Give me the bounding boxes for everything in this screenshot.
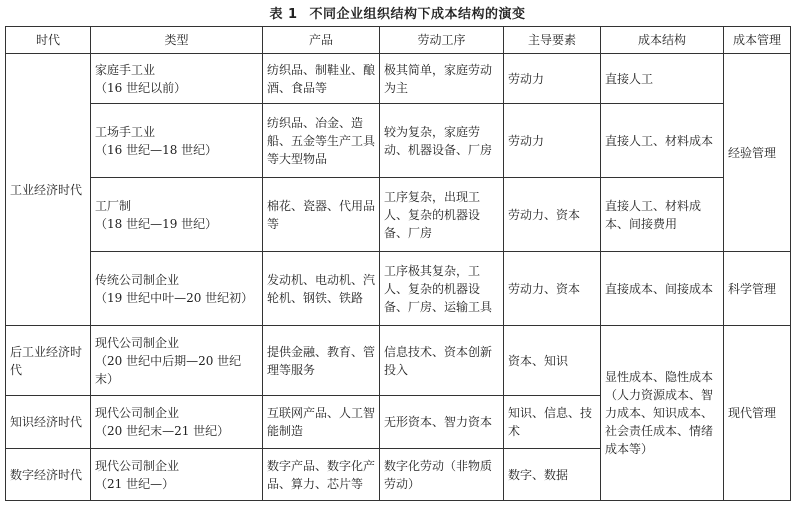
type-name: 现代公司制企业: [95, 406, 180, 420]
header-process: 劳动工序: [380, 27, 504, 54]
table-row: [6, 326, 791, 396]
process-cell: 数字化劳动（非物质劳动）: [380, 449, 504, 501]
process-cell: 工序极其复杂，工人、复杂的机器设备、厂房、运输工具: [380, 252, 504, 326]
cost-modern: 显性成本、隐性成本（人力资源成本、智力成本、知识成本、社会责任成本、情绪成本等）: [601, 326, 724, 501]
table-title: 不同企业组织结构下成本结构的演变: [309, 7, 526, 22]
type-name: 现代公司制企业: [95, 458, 180, 473]
cost-structure-table: [5, 26, 791, 501]
header-management: 成本管理: [724, 27, 791, 54]
factor-cell: 劳动力、资本: [504, 178, 601, 252]
type-period: （20 世纪末—21 世纪）: [95, 424, 230, 438]
header-era: 时代: [6, 27, 91, 54]
era-digital: 数字经济时代: [6, 449, 91, 501]
era-knowledge: 知识经济时代: [6, 396, 91, 449]
type-period: （19 世纪中叶—20 世纪初）: [95, 290, 254, 305]
type-name: 家庭手工业: [95, 62, 156, 77]
type-cell: [91, 326, 263, 396]
type-period: （21 世纪—）: [95, 476, 175, 491]
type-cell: [91, 252, 263, 326]
product-cell: 纺织品、冶金、造船、五金等生产工具等大型物品: [263, 104, 380, 178]
table-row: [6, 104, 791, 178]
cost-cell: 直接人工: [601, 54, 724, 104]
factor-cell: 知识、信息、技术: [504, 396, 601, 449]
header-factor: 主导要素: [504, 27, 601, 54]
type-cell: [91, 178, 263, 252]
type-cell: [91, 104, 263, 178]
table-row: [6, 252, 791, 326]
product-cell: 数字产品、数字化产品、算力、芯片等: [263, 449, 380, 501]
product-cell: 纺织品、制鞋业、酿酒、食品等: [263, 54, 380, 104]
table-number: 表 1: [269, 7, 298, 22]
process-cell: 工序复杂，出现工人、复杂的机器设备、厂房: [380, 178, 504, 252]
product-cell: 互联网产品、人工智能制造: [263, 396, 380, 449]
product-cell: 提供金融、教育、管理等服务: [263, 326, 380, 396]
factor-cell: 劳动力: [504, 104, 601, 178]
type-period: （16 世纪以前）: [95, 80, 187, 95]
factor-cell: 劳动力、资本: [504, 252, 601, 326]
type-cell: [91, 449, 263, 501]
type-period: （20 世纪中后期—20 世纪末）: [95, 353, 242, 386]
product-cell: 棉花、瓷器、代用品等: [263, 178, 380, 252]
type-name: 工厂制: [95, 198, 132, 213]
era-industrial: 工业经济时代: [6, 54, 91, 326]
factor-cell: 数字、数据: [504, 449, 601, 501]
table-row: [6, 178, 791, 252]
header-product: 产品: [263, 27, 380, 54]
type-period: （18 世纪—19 世纪）: [95, 216, 218, 231]
cost-cell: 直接人工、材料成本: [601, 104, 724, 178]
process-cell: 信息技术、资本创新投入: [380, 326, 504, 396]
factor-cell: 资本、知识: [504, 326, 601, 396]
factor-cell: 劳动力: [504, 54, 601, 104]
header-type: 类型: [91, 27, 263, 54]
management-experience: 经验管理: [724, 54, 791, 252]
header-row: [6, 27, 791, 54]
table-caption: [0, 3, 795, 22]
era-post-industrial: 后工业经济时代: [6, 326, 91, 396]
management-modern: 现代管理: [724, 326, 791, 501]
type-name: 传统公司制企业: [95, 272, 180, 287]
product-cell: 发动机、电动机、汽轮机、钢铁、铁路: [263, 252, 380, 326]
type-cell: [91, 396, 263, 449]
type-name: 现代公司制企业: [95, 335, 180, 350]
type-period: （16 世纪—18 世纪）: [95, 142, 218, 157]
management-science: 科学管理: [724, 252, 791, 326]
cost-cell: 直接成本、间接成本: [601, 252, 724, 326]
process-cell: 无形资本、智力资本: [380, 396, 504, 449]
table-row: [6, 54, 791, 104]
cost-cell: 直接人工、材料成本、间接费用: [601, 178, 724, 252]
process-cell: 极其简单，家庭劳动为主: [380, 54, 504, 104]
process-cell: 较为复杂，家庭劳动、机器设备、厂房: [380, 104, 504, 178]
type-name: 工场手工业: [95, 124, 156, 139]
header-cost: 成本结构: [601, 27, 724, 54]
type-cell: [91, 54, 263, 104]
